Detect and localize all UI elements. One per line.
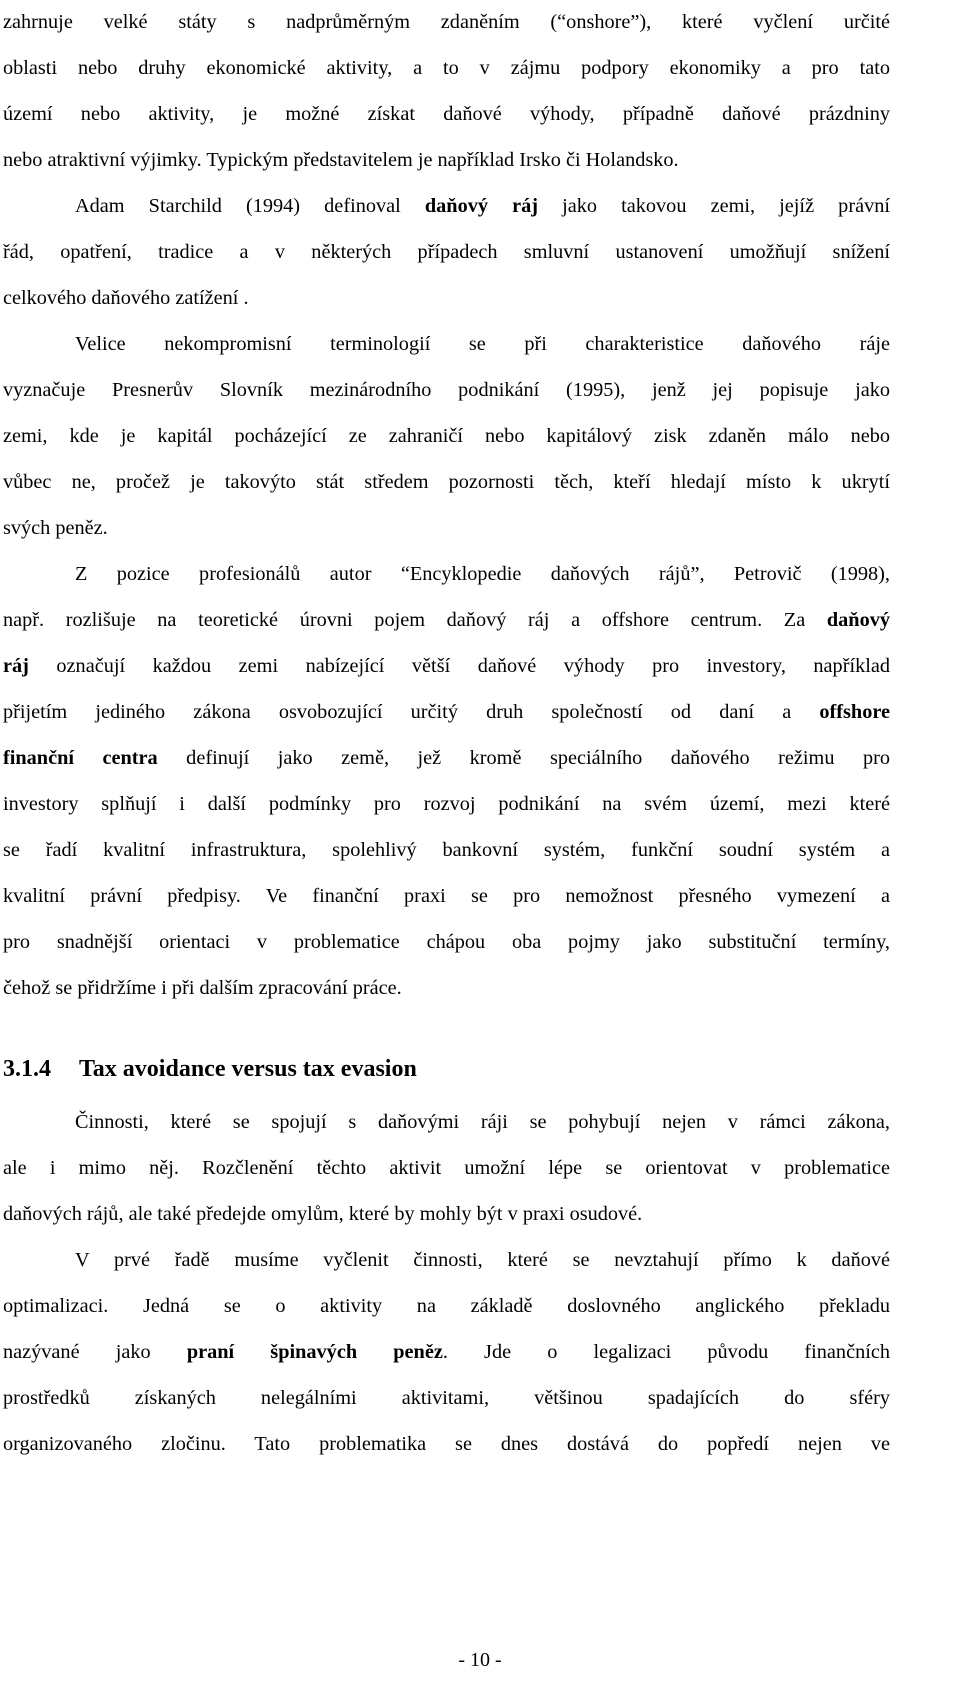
bold-term: daňový (826, 609, 890, 631)
paragraph-3-line (3, 506, 890, 550)
text-run: nebo atraktivní výjimky. Typickým představitelem je například Irsko či Holandsko. (3, 149, 679, 171)
paragraph-4-line (3, 690, 890, 734)
paragraph-2-line (75, 184, 890, 228)
text-run: Adam Starchild (1994) definoval (75, 195, 425, 217)
text-run: zemi, kde je kapitál pocházející ze zahraničí nebo kapitálový zisk zdaněn málo nebo (3, 425, 890, 447)
paragraph-4-line (3, 598, 890, 642)
text-run: ale i mimo něj. Rozčlenění těchto aktivit umožní lépe se orientovat v problematice (3, 1157, 890, 1179)
paragraph-2-line (3, 230, 890, 274)
text-run: území nebo aktivity, je možné získat daňové výhody, případně daňové prázdniny (3, 103, 890, 125)
paragraph-5-line (3, 1146, 890, 1190)
paragraph-3-line (3, 368, 890, 412)
paragraph-6-line (3, 1376, 890, 1420)
text-run: svých peněz. (3, 517, 108, 539)
paragraph-5-line (75, 1100, 890, 1144)
text-run: daňových rájů, ale také předejde omylům, které by mohly být v praxi osudové. (3, 1203, 643, 1225)
text-run: oblasti nebo druhy ekonomické aktivity, a to v zájmu podpory ekonomiky a pro tato (3, 57, 890, 79)
text-run: prostředků získaných nelegálními aktivitami, většinou spadajících do sféry (3, 1387, 890, 1409)
paragraph-3-line (3, 460, 890, 504)
text-run: . Jde o legalizaci původu finančních (442, 1341, 890, 1363)
section-heading (3, 1044, 417, 1094)
paragraph-4-line (3, 644, 890, 688)
section-number: 3.1.4 (3, 1056, 51, 1082)
paragraph-4-line (3, 966, 890, 1010)
text-run: např. rozlišuje na teoretické úrovni pojem daňový ráj a offshore centrum. Za (3, 609, 827, 631)
text-run: vyznačuje Presnerův Slovník mezinárodního podnikání (1995), jenž jej popisuje jako (3, 379, 890, 401)
text-run: definují jako země, jež kromě speciálního daňového režimu pro (157, 747, 890, 769)
paragraph-6-line (3, 1422, 890, 1466)
bold-term: daňový ráj (424, 195, 538, 217)
paragraph-4-line (3, 920, 890, 964)
text-run: jako takovou zemi, jejíž právní (538, 195, 890, 217)
paragraph-6-line (75, 1238, 890, 1282)
paragraph-4-line (3, 782, 890, 826)
text-run: investory splňují i další podmínky pro rozvoj podnikání na svém území, mezi které (3, 793, 890, 815)
page-number: - 10 - (458, 1649, 502, 1671)
bold-term: ráj (3, 655, 29, 677)
text-run: řád, opatření, tradice a v některých případech smluvní ustanovení umožňují snížení (3, 241, 890, 263)
text-run: kvalitní právní předpisy. Ve finanční praxi se pro nemožnost přesného vymezení a (3, 885, 890, 907)
text-run: organizovaného zločinu. Tato problematika se dnes dostává do popředí nejen ve (3, 1433, 890, 1455)
paragraph-4-line (3, 874, 890, 918)
paragraph-3-line (3, 414, 890, 458)
bold-term: praní špinavých peněz (186, 1341, 443, 1363)
text-run: Velice nekompromisní terminologií se při charakteristice daňového ráje (75, 333, 890, 355)
bold-term: finanční centra (3, 747, 158, 769)
section-title: Tax avoidance versus tax evasion (79, 1056, 417, 1082)
text-run: čehož se přidržíme i při dalším zpracování práce. (3, 977, 402, 999)
paragraph-6-line (3, 1284, 890, 1328)
paragraph-6-line (3, 1330, 890, 1374)
paragraph-1-line (3, 138, 890, 182)
text-run: celkového daňového zatížení . (3, 287, 249, 309)
paragraph-1-line (3, 46, 890, 90)
text-run: nazývané jako (3, 1341, 187, 1363)
text-run: V prvé řadě musíme vyčlenit činnosti, které se nevztahují přímo k daňové (75, 1249, 890, 1271)
text-run: se řadí kvalitní infrastruktura, spolehlivý bankovní systém, funkční soudní systém a (3, 839, 890, 861)
paragraph-4-line (3, 828, 890, 872)
text-run: Činnosti, které se spojují s daňovými ráji se pohybují nejen v rámci zákona, (75, 1111, 890, 1133)
paragraph-4-line (75, 552, 890, 596)
paragraph-4-line (3, 736, 890, 780)
paragraph-2-line (3, 276, 890, 320)
text-run: optimalizaci. Jedná se o aktivity na základě doslovného anglického překladu (3, 1295, 890, 1317)
text-run: vůbec ne, pročež je takovýto stát středem pozornosti těch, kteří hledají místo k ukrytí (3, 471, 890, 493)
bold-term: offshore (819, 701, 890, 723)
text-run: označují každou zemi nabízející větší daňové výhody pro investory, například (28, 655, 890, 677)
paragraph-3-line (75, 322, 890, 366)
text-run: pro snadnější orientaci v problematice chápou oba pojmy jako substituční termíny, (3, 931, 890, 953)
paragraph-1-line (3, 92, 890, 136)
paragraph-5-line (3, 1192, 890, 1236)
text-run: zahrnuje velké státy s nadprůměrným zdaněním (“onshore”), které vyčlení určité (3, 11, 890, 33)
text-run: Z pozice profesionálů autor “Encyklopedie daňových rájů”, Petrovič (1998), (75, 563, 890, 585)
paragraph-1-line (3, 0, 890, 44)
text-run: přijetím jediného zákona osvobozující určitý druh společností od daní a (3, 701, 820, 723)
